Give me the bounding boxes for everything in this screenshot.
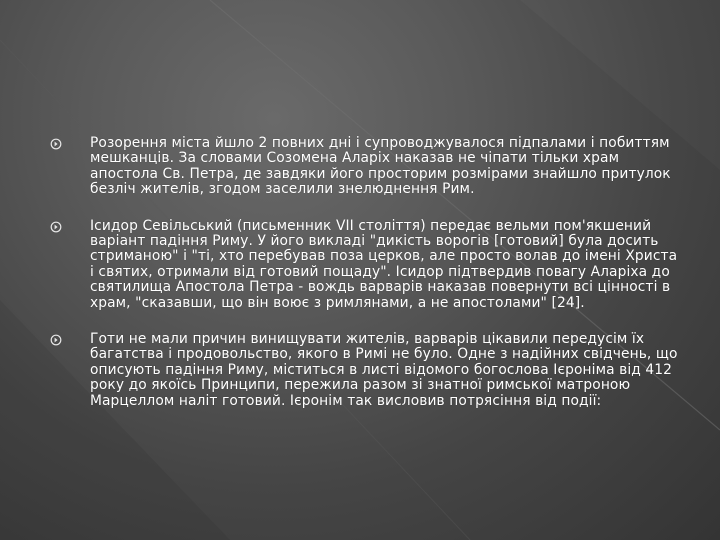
circle-arrow-bullet-icon	[50, 334, 62, 346]
bullet-item	[50, 219, 680, 311]
bullet-item	[50, 136, 680, 198]
circle-arrow-bullet-icon	[50, 221, 62, 233]
bullet-text: Ісидор Севільський (письменник VII століття) передає вельми пом'якшений варіант падіння Риму. У його викладі "дикість ворогів [готовий] була досить стриманою" і "ті, хто перебував поза церков, але просто волав до імені Христа і святих, отримали від готовий пощаду". Ісидор підтвердив повагу Аларіха до святилища Апостола Петра - вождь варварів наказав повернути всі цінності в храм, "сказавши, що він воює з римлянами, а не апостолами" [24].	[90, 217, 678, 311]
bullet-text: Готи не мали причин винищувати жителів, варварів цікавили передусім їх багатства і продовольство, якого в Римі не було. Одне з надійних свідчень, що описують падіння Риму, міститься в листі відомого богослова Ієроніма від 412 року до якоїсь Принципи, пережила разом зі знатної римської матроною Марцеллом наліт готовий. Ієронім так висловив потрясіння від події:	[90, 331, 678, 409]
circle-arrow-bullet-icon	[50, 138, 62, 150]
bullet-list	[50, 136, 680, 430]
bullet-text: Розорення міста йшло 2 повних дні і супроводжувалося підпалами і побиттям мешканців. За словами Созомена Аларіх наказав не чіпати тільки храм апостола Св. Петра, де завдяки його просторим розмірами знайшло притулок безліч жителів, згодом заселили знелюднення Рим.	[90, 135, 671, 198]
bullet-item	[50, 332, 680, 409]
